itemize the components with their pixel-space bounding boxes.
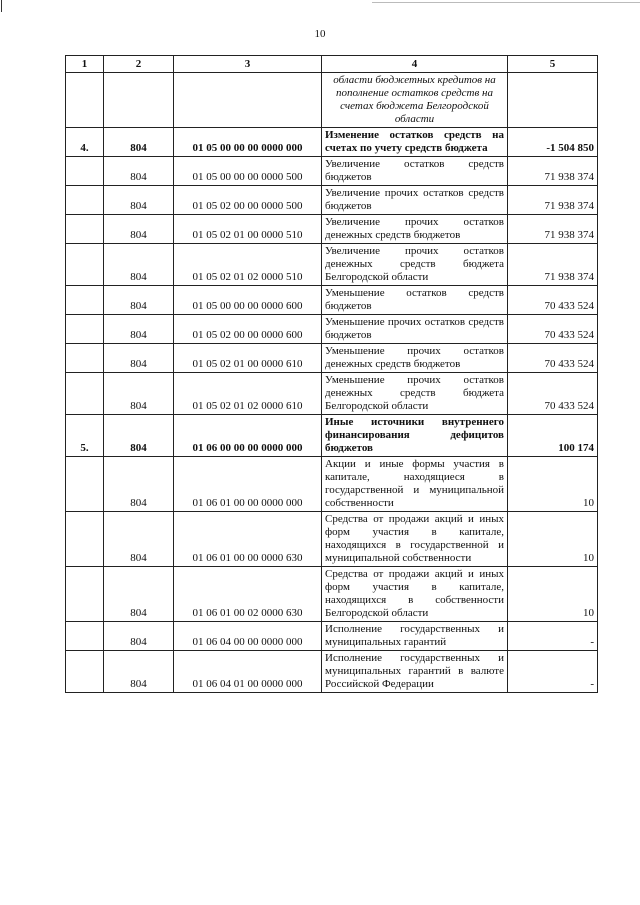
col-header-1: 1 xyxy=(66,56,104,73)
table-row xyxy=(66,415,598,457)
classification-code: 01 05 02 01 02 0000 610 xyxy=(174,373,322,415)
table-row xyxy=(66,622,598,651)
col-header-4: 4 xyxy=(322,56,508,73)
classification-code: 01 06 04 01 00 0000 000 xyxy=(174,651,322,693)
amount-value: 70 433 524 xyxy=(508,286,598,315)
table-row xyxy=(66,73,598,128)
source-name: Увеличение прочих остатков денежных средств бюджетов xyxy=(322,215,508,244)
admin-code: 804 xyxy=(104,373,174,415)
admin-code: 804 xyxy=(104,244,174,286)
row-number xyxy=(66,457,104,512)
table-body xyxy=(66,73,598,693)
row-number xyxy=(66,244,104,286)
amount-value: 71 938 374 xyxy=(508,244,598,286)
source-name: Иные источники внутреннего финансирования дефицитов бюджетов xyxy=(322,415,508,457)
admin-code: 804 xyxy=(104,567,174,622)
amount-value: 71 938 374 xyxy=(508,186,598,215)
admin-code: 804 xyxy=(104,344,174,373)
row-number: 5. xyxy=(66,415,104,457)
amount-value: - xyxy=(508,651,598,693)
table-row xyxy=(66,457,598,512)
amount-value: 70 433 524 xyxy=(508,315,598,344)
source-name: Средства от продажи акций и иных форм участия в капитале, находящихся в собственности Белгородской области xyxy=(322,567,508,622)
amount-value: 70 433 524 xyxy=(508,373,598,415)
classification-code: 01 05 02 01 00 0000 510 xyxy=(174,215,322,244)
admin-code: 804 xyxy=(104,622,174,651)
source-name: Увеличение прочих остатков средств бюджетов xyxy=(322,186,508,215)
row-number xyxy=(66,315,104,344)
classification-code: 01 05 00 00 00 0000 000 xyxy=(174,128,322,157)
source-name: Уменьшение прочих остатков денежных средств бюджета Белгородской области xyxy=(322,373,508,415)
admin-code: 804 xyxy=(104,415,174,457)
classification-code: 01 05 02 01 02 0000 510 xyxy=(174,244,322,286)
classification-code: 01 05 02 01 00 0000 610 xyxy=(174,344,322,373)
table-row xyxy=(66,186,598,215)
source-name: Средства от продажи акций и иных форм участия в капитале, находящихся в государственной и муниципальной собственности xyxy=(322,512,508,567)
row-number xyxy=(66,73,104,128)
row-number xyxy=(66,344,104,373)
row-number xyxy=(66,286,104,315)
table-row xyxy=(66,244,598,286)
col-header-2: 2 xyxy=(104,56,174,73)
source-name: области бюджетных кредитов на пополнение остатков средств на счетах бюджета Белгородской области xyxy=(322,73,508,128)
table-row xyxy=(66,651,598,693)
amount-value: -1 504 850 xyxy=(508,128,598,157)
source-name: Уменьшение прочих остатков средств бюджетов xyxy=(322,315,508,344)
table-row xyxy=(66,128,598,157)
top-rule xyxy=(372,2,640,3)
source-name: Увеличение остатков средств бюджетов xyxy=(322,157,508,186)
table-row xyxy=(66,286,598,315)
source-name: Исполнение государственных и муниципальных гарантий xyxy=(322,622,508,651)
amount-value: - xyxy=(508,622,598,651)
amount-value: 10 xyxy=(508,512,598,567)
admin-code xyxy=(104,73,174,128)
col-header-3: 3 xyxy=(174,56,322,73)
table-row xyxy=(66,512,598,567)
table-row xyxy=(66,315,598,344)
admin-code: 804 xyxy=(104,215,174,244)
amount-value: 10 xyxy=(508,567,598,622)
admin-code: 804 xyxy=(104,128,174,157)
classification-code: 01 05 00 00 00 0000 500 xyxy=(174,157,322,186)
amount-value: 70 433 524 xyxy=(508,344,598,373)
table-row xyxy=(66,215,598,244)
admin-code: 804 xyxy=(104,315,174,344)
row-number: 4. xyxy=(66,128,104,157)
classification-code xyxy=(174,73,322,128)
classification-code: 01 05 00 00 00 0000 600 xyxy=(174,286,322,315)
row-number xyxy=(66,651,104,693)
amount-value xyxy=(508,73,598,128)
classification-code: 01 05 02 00 00 0000 600 xyxy=(174,315,322,344)
row-number xyxy=(66,157,104,186)
admin-code: 804 xyxy=(104,286,174,315)
classification-code: 01 06 04 00 00 0000 000 xyxy=(174,622,322,651)
admin-code: 804 xyxy=(104,512,174,567)
row-number xyxy=(66,215,104,244)
amount-value: 71 938 374 xyxy=(508,157,598,186)
row-number xyxy=(66,186,104,215)
classification-code: 01 06 01 00 00 0000 000 xyxy=(174,457,322,512)
table-row xyxy=(66,157,598,186)
source-name: Акции и иные формы участия в капитале, находящиеся в государственной и муниципальной собственности xyxy=(322,457,508,512)
admin-code: 804 xyxy=(104,186,174,215)
amount-value: 100 174 xyxy=(508,415,598,457)
amount-value: 71 938 374 xyxy=(508,215,598,244)
classification-code: 01 06 01 00 00 0000 630 xyxy=(174,512,322,567)
col-header-5: 5 xyxy=(508,56,598,73)
row-number xyxy=(66,512,104,567)
row-number xyxy=(66,373,104,415)
classification-code: 01 05 02 00 00 0000 500 xyxy=(174,186,322,215)
classification-code: 01 06 00 00 00 0000 000 xyxy=(174,415,322,457)
table-row xyxy=(66,567,598,622)
table-row xyxy=(66,344,598,373)
table-header-row xyxy=(66,56,598,73)
admin-code: 804 xyxy=(104,457,174,512)
source-name: Уменьшение остатков средств бюджетов xyxy=(322,286,508,315)
margin-tick xyxy=(1,0,2,12)
source-name: Изменение остатков средств на счетах по учету средств бюджета xyxy=(322,128,508,157)
page-number: 10 xyxy=(314,28,326,40)
source-name: Исполнение государственных и муниципальных гарантий в валюте Российской Федерации xyxy=(322,651,508,693)
admin-code: 804 xyxy=(104,651,174,693)
budget-sources-table xyxy=(65,55,598,693)
row-number xyxy=(66,622,104,651)
table-row xyxy=(66,373,598,415)
row-number xyxy=(66,567,104,622)
amount-value: 10 xyxy=(508,457,598,512)
admin-code: 804 xyxy=(104,157,174,186)
classification-code: 01 06 01 00 02 0000 630 xyxy=(174,567,322,622)
source-name: Уменьшение прочих остатков денежных средств бюджетов xyxy=(322,344,508,373)
source-name: Увеличение прочих остатков денежных средств бюджета Белгородской области xyxy=(322,244,508,286)
